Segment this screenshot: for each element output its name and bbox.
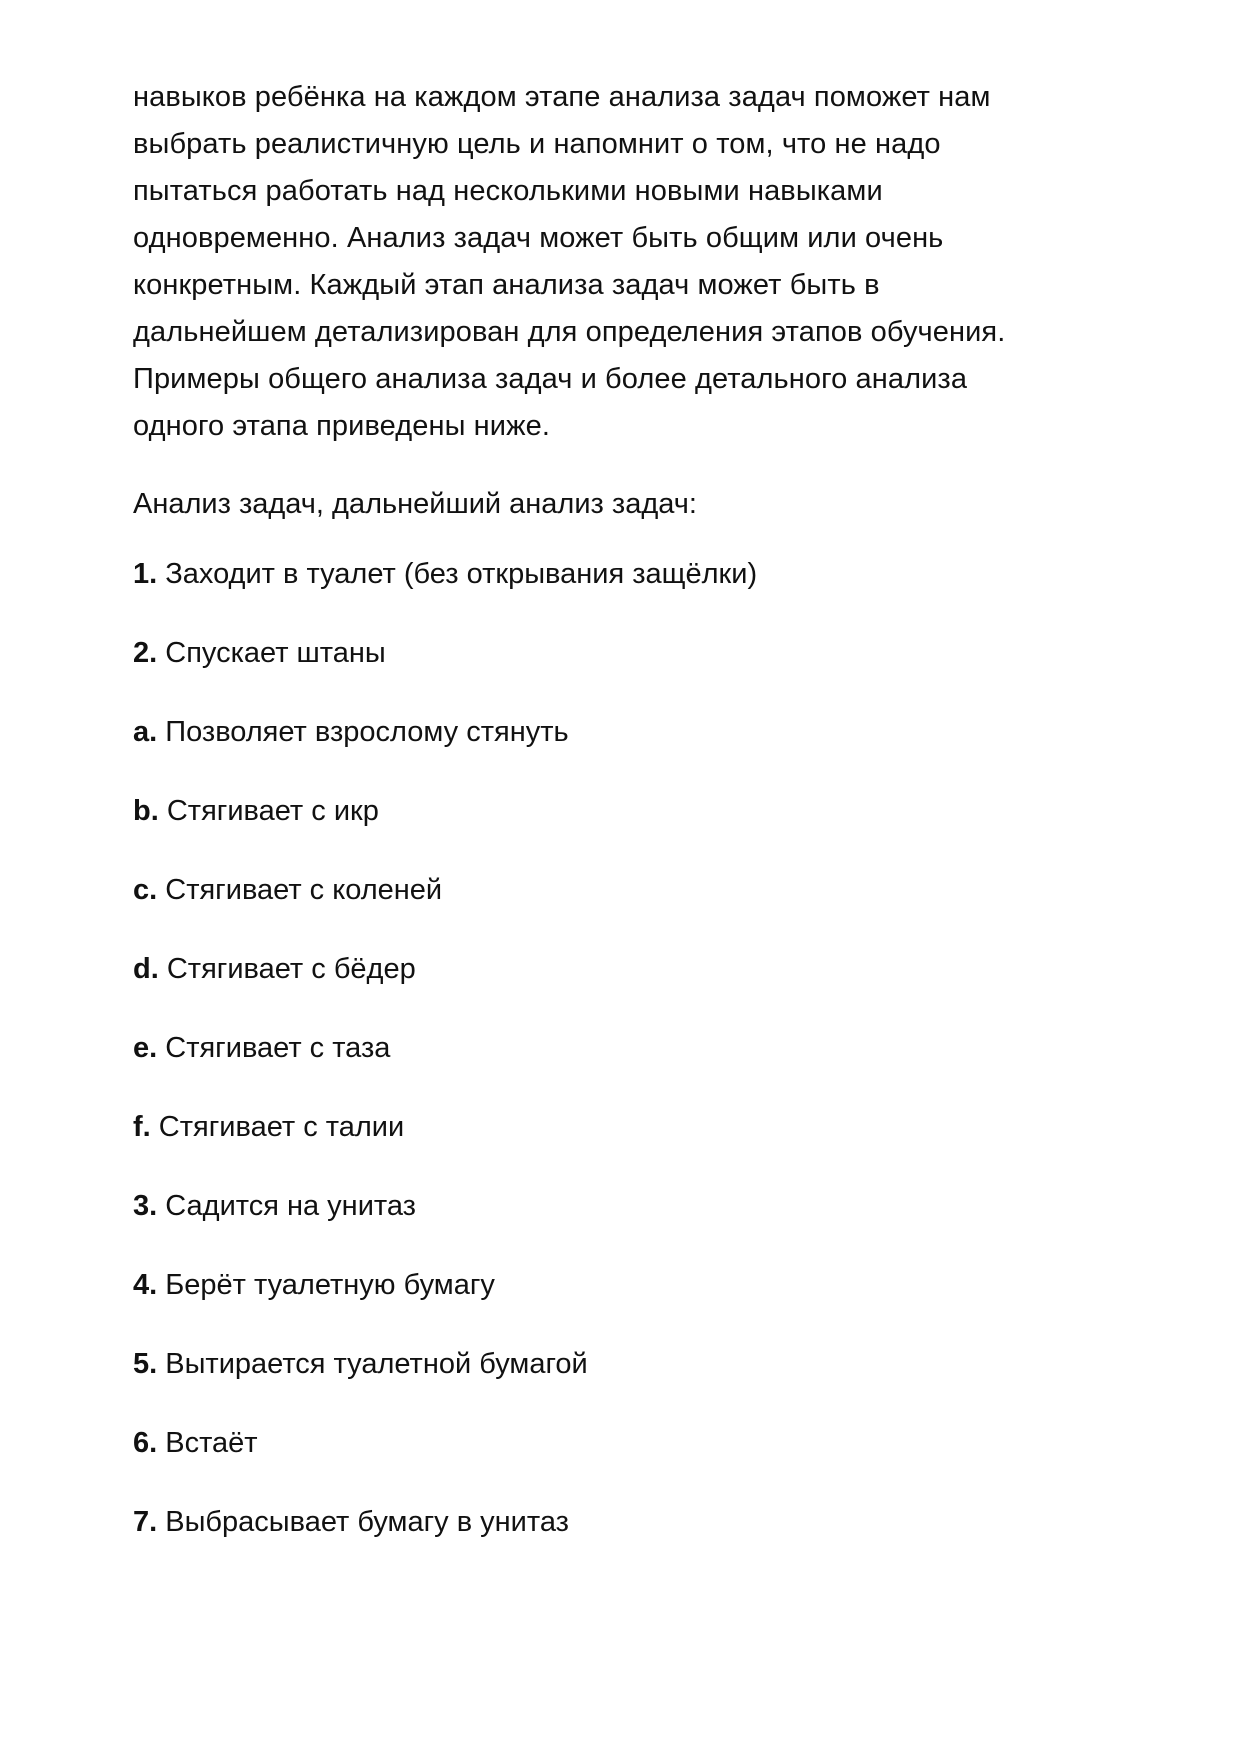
step-text: Стягивает с таза [165,1032,391,1064]
step-marker: b. [133,795,159,827]
step-item [133,1420,1113,1467]
intro-line: Примеры общего анализа задач и более детального анализа [133,363,968,395]
step-marker: a. [133,716,158,748]
step-marker: d. [133,953,159,985]
step-text: Заходит в туалет (без открывания защёлки) [165,558,758,590]
step-item [133,551,1113,598]
intro-line: дальнейшем детализирован для определения этапов обучения. [133,316,1006,348]
intro-line: пытаться работать над несколькими новыми навыками [133,175,883,207]
step-text: Вытирается туалетной бумагой [165,1348,588,1380]
step-text: Позволяет взрослому стянуть [165,716,569,748]
page-content [133,74,1113,1578]
step-text: Выбрасывает бумагу в унитаз [165,1506,569,1538]
step-item [133,1183,1113,1230]
step-item [133,1104,1113,1151]
step-text: Стягивает с бёдер [166,953,416,985]
intro-line: навыков ребёнка на каждом этапе анализа задач поможет нам [133,81,991,113]
intro-line: выбрать реалистичную цель и напомнит о том, что не надо [133,128,941,160]
step-text: Встаёт [165,1427,258,1459]
step-item [133,1262,1113,1309]
step-marker: 6. [133,1427,158,1459]
intro-line: конкретным. Каждый этап анализа задач может быть в [133,269,880,301]
step-text: Стягивает с икр [166,795,379,827]
task-steps-list [133,551,1113,1546]
step-item [133,1341,1113,1388]
step-marker: 3. [133,1190,158,1222]
step-item [133,630,1113,677]
intro-line: одного этапа приведены ниже. [133,410,550,442]
step-marker: 1. [133,558,158,590]
step-marker: 4. [133,1269,158,1301]
intro-line: одновременно. Анализ задач может быть общим или очень [133,222,944,254]
step-text: Стягивает с талии [158,1111,405,1143]
step-item [133,867,1113,914]
step-text: Берёт туалетную бумагу [165,1269,495,1301]
step-item [133,1025,1113,1072]
step-marker: 2. [133,637,158,669]
step-text: Садится на унитаз [165,1190,416,1222]
step-item [133,788,1113,835]
step-item [133,1499,1113,1546]
intro-paragraph [133,74,1113,450]
step-text: Стягивает с коленей [165,874,443,906]
step-text: Спускает штаны [165,637,386,669]
step-item [133,946,1113,993]
step-marker: e. [133,1032,158,1064]
step-marker: 5. [133,1348,158,1380]
step-item [133,709,1113,756]
step-marker: f. [133,1111,151,1143]
step-marker: 7. [133,1506,158,1538]
task-analysis-heading: Анализ задач, дальнейший анализ задач: [133,488,697,520]
step-marker: c. [133,874,158,906]
